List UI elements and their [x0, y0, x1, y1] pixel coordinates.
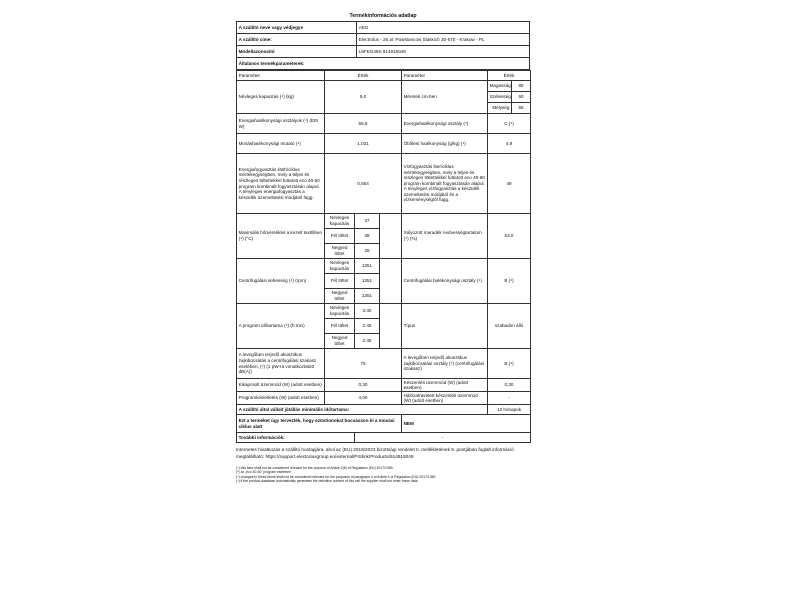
moisture-value: 53,0	[488, 214, 531, 259]
delay-start-value: 4,00	[325, 392, 402, 405]
depth-label: Mélység	[488, 103, 512, 114]
eei-value: 68,8	[325, 114, 402, 134]
duration-sub-value: 2:45	[355, 334, 380, 349]
depth-value: 66	[512, 103, 531, 114]
energy-consumption-label: Energiafogyasztás kWh/ciklus mértékegységben, mely a teljes és részleges töltettekkel futtatott eco 40-60 program kombinált fogyasztásán alapul. A tényleges energiafogyasztás a készülék üzemeltetési módjától függ.	[237, 154, 325, 214]
table-row	[237, 304, 531, 319]
sheet-title: Termékinformációs adatlap	[349, 13, 417, 19]
table-row	[237, 214, 531, 229]
col-header-param: Paraméter	[237, 71, 325, 81]
type-label: Típus	[402, 304, 488, 349]
table-row	[237, 379, 531, 392]
rinse-label: Öblítési hatékonyság (g/kg) (⁴)	[402, 134, 488, 154]
spin-sub-label: Negyed töltet	[325, 289, 355, 304]
table-row	[237, 71, 531, 81]
footnote: (⁴) changes to these items shall not be considered relevant for the purposes of paragraph 4 of Article 4 of Regulation (EU) 2017/1369.	[236, 474, 437, 479]
height-label: Magasság	[488, 81, 512, 92]
footnote: (⁴) if the product database automatically generates the definitive content of this cell the supplier shall not enter these data.	[236, 479, 419, 484]
standby-value: 0,30	[488, 379, 531, 392]
temp-sub-label: Névleges kapacitás	[325, 214, 355, 229]
duration-label: A program időtartama (⁴) (h:min)	[237, 304, 325, 349]
temp-sub-value: 37	[355, 214, 380, 229]
general-heading: Általános termékparaméterek:	[237, 58, 530, 70]
table-row	[237, 154, 531, 214]
col-header-value: Érték	[325, 71, 402, 81]
width-label: Szélesség	[488, 92, 512, 103]
footnote: (⁵) az „eco 40-60” program esetében	[236, 470, 291, 475]
standby-label: Készenléti üzemmód (W) (adott esetben)	[402, 379, 488, 392]
capacity-label: Névleges kapacitás (⁴) (kg)	[237, 81, 325, 114]
duration-sub-label: Névleges kapacitás	[325, 304, 355, 319]
water-consumption-value: 49	[488, 154, 531, 214]
noise-class-value: B (⁴)	[488, 349, 531, 379]
supplier-address-value: Electrolux - 26 al. Powstancow Slaskich 30-570 - Krakow - PL	[357, 34, 530, 46]
silver-ion-value: NEM	[402, 415, 531, 433]
temp-sub-label: Negyed töltet	[325, 244, 355, 259]
off-mode-value: 0,30	[325, 379, 402, 392]
spin-sub-value: 1351	[355, 259, 380, 274]
spin-sub-value: 1351	[355, 274, 380, 289]
spin-speed-label: Centrifugálási sebesség (⁴) (rpm)	[237, 259, 325, 304]
noise-value: 75	[325, 349, 402, 379]
supplier-name-label: A szállító neve vagy védjegye	[237, 22, 357, 34]
duration-sub-value: 3:40	[355, 304, 380, 319]
noise-label: A levegőben terjedő akusztikus zajkibocsátás a centrifugálási szakasz esetében, (⁴) (1 pW-ra vonatkoztatott dB(A))	[237, 349, 325, 379]
parameters-table	[236, 70, 531, 443]
silver-ion-label: Ezt a terméket úgy tervezték, hogy ezüstionokat bocsásson ki a mosási ciklus alatt	[237, 415, 402, 433]
table-row	[237, 415, 531, 433]
supplier-address-label: A szállító címe:	[237, 34, 357, 46]
moisture-label: Súlyozott maradék nedvességtartalom (⁴) (%)	[402, 214, 488, 259]
energy-consumption-value: 0,654	[325, 154, 402, 214]
temp-sub-value: 38	[355, 229, 380, 244]
supplier-table	[236, 21, 530, 70]
table-row	[237, 58, 530, 70]
temp-sub-value: 28	[355, 244, 380, 259]
model-label: Modellazonosító	[237, 46, 357, 58]
dims-label: Méretek cm-ben	[402, 81, 488, 114]
eei-label: Energiahatékonysági osztályok (⁴) (EEI W)	[237, 114, 325, 134]
duration-sub-value: 2:45	[355, 319, 380, 334]
model-value: L6FEG49S 914915049	[357, 46, 530, 58]
supplier-name-value: AEG	[357, 22, 530, 34]
product-information-sheet	[236, 12, 530, 484]
spin-sub-label: Névleges kapacitás	[325, 259, 355, 274]
table-row	[237, 134, 531, 154]
wash-index-label: Mosáshatékonysági mutató (⁴)	[237, 134, 325, 154]
table-row	[237, 46, 530, 58]
noise-class-label: A levegőben terjedő akusztikus zajkibocsátási osztály (⁴) (centrifugálási szakasz)	[402, 349, 488, 379]
warranty-label: A szállító által vállalt jótállás minimális időtartama:	[237, 405, 488, 415]
width-value: 60	[512, 92, 531, 103]
table-row	[237, 349, 531, 379]
footnotes	[236, 466, 530, 484]
delay-start-label: Programkésleltetés (W) (adott esetben)	[237, 392, 325, 405]
energy-class-label: Energiahatékonysági osztály (⁴)	[402, 114, 488, 134]
spin-sub-label: Fél töltet	[325, 274, 355, 289]
temp-sub-label: Fél töltet	[325, 229, 355, 244]
table-row	[237, 259, 531, 274]
network-standby-value: -	[488, 392, 531, 405]
table-row	[237, 114, 531, 134]
temperature-label: Maximális hőmérséklet a kezelt textíliben (⁴) (°C)	[237, 214, 325, 259]
type-value: szabadon álló	[488, 304, 531, 349]
spin-sub-value: 1351	[355, 289, 380, 304]
off-mode-label: Kikapcsolt üzemmód (W) (adott esetben)	[237, 379, 325, 392]
table-row	[237, 433, 531, 443]
spin-class-label: Centrifugálási hatékonysági osztály (⁴)	[402, 259, 488, 304]
network-standby-label: Hálózatravetett készenléti üzemmód (W) (adott esetben)	[402, 392, 488, 405]
wash-index-value: 1,031	[325, 134, 402, 154]
more-info-label: További információk:	[237, 433, 355, 443]
duration-sub-label: Negyed töltet	[325, 334, 355, 349]
table-row	[237, 81, 531, 92]
height-value: 85	[512, 81, 531, 92]
weblink-text: Internetes hivatkozás a szállító honlapjára, ahol az (EU) 2019/2023 bizottsági rendelet II. mellékletének 9. pontjában foglalt információ megtalálható: https://support.electroluxgroup.eu/external/PISlink/Products/914915049	[236, 447, 514, 459]
table-row	[237, 405, 531, 415]
table-row	[237, 22, 530, 34]
col-header-param: Paraméter	[402, 71, 488, 81]
col-header-value: Érték	[488, 71, 531, 81]
table-row	[237, 34, 530, 46]
spin-class-value: B (⁴)	[488, 259, 531, 304]
capacity-value: 9,0	[325, 81, 402, 114]
energy-class-value: C (⁴)	[488, 114, 531, 134]
table-row	[237, 392, 531, 405]
rinse-value: 4,9	[488, 134, 531, 154]
more-info-value: -	[355, 433, 531, 443]
warranty-value: 12 hónapok	[488, 405, 531, 415]
water-consumption-label: Vízfogyasztás liter/ciklus mértékegységben, mely a teljes és részleges töltettekkel futtatott eco 40-60 program kombinált fogyasztásán alapul. A tényleges vízfogyasztás a készülék üzemeltetési módjától és a vízkeménységtől függ.	[402, 154, 488, 214]
duration-sub-label: Fél töltet	[325, 319, 355, 334]
footnote: (⁴) this item shall not be considered relevant for the purpose of Article 2(6) of Regulation (EU) 2017/1369.	[236, 465, 394, 470]
